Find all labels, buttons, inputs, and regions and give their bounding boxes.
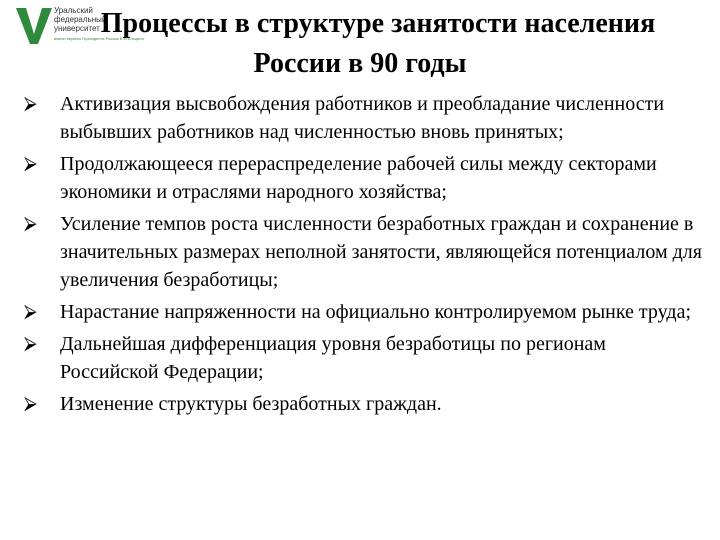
list-item [24,210,704,294]
list-item-text: Изменение структуры безработных граждан. [60,393,442,415]
logo-text-line4: имени первого Президента России Б.Н.Ельцина [54,36,144,41]
bullet-list [24,90,704,422]
arrowhead-bullet-icon: ⮚ [24,333,37,354]
list-item [24,330,704,386]
list-item-text: Дальнейшая дифференциация уровня безработицы по регионам Российской Федерации; [60,333,606,383]
arrowhead-bullet-icon: ⮚ [24,301,37,322]
list-item-text: Продолжающееся перераспределение рабочей силы между секторами экономики и отраслями народного хозяйства; [60,153,657,203]
list-item-text: Нарастание напряженности на официально контролируемом рынке труда; [60,301,691,323]
list-item [24,390,704,418]
logo-text-line1: Уральский [54,6,93,15]
arrowhead-bullet-icon: ⮚ [24,393,37,414]
logo-text-line3: университет [54,24,100,33]
list-item [24,298,704,326]
title-line-2: России в 90 годы [253,48,467,79]
arrowhead-bullet-icon: ⮚ [24,93,37,114]
page-title [0,4,720,84]
list-item [24,150,704,206]
list-item [24,90,704,146]
arrowhead-bullet-icon: ⮚ [24,153,37,174]
title-line-1: Процессы в структуре занятости населения [100,8,656,39]
arrowhead-bullet-icon: ⮚ [24,213,37,234]
list-item-text: Активизация высвобождения работников и преобладание численности выбывших работников над численностью вновь принятых; [60,93,665,143]
list-item-text: Усиление темпов роста численности безработных граждан и сохранение в значительных размерах неполной занятости, являющейся потенциалом для увеличения безработицы; [60,213,702,291]
logo-text-line2: федеральный [54,15,107,24]
